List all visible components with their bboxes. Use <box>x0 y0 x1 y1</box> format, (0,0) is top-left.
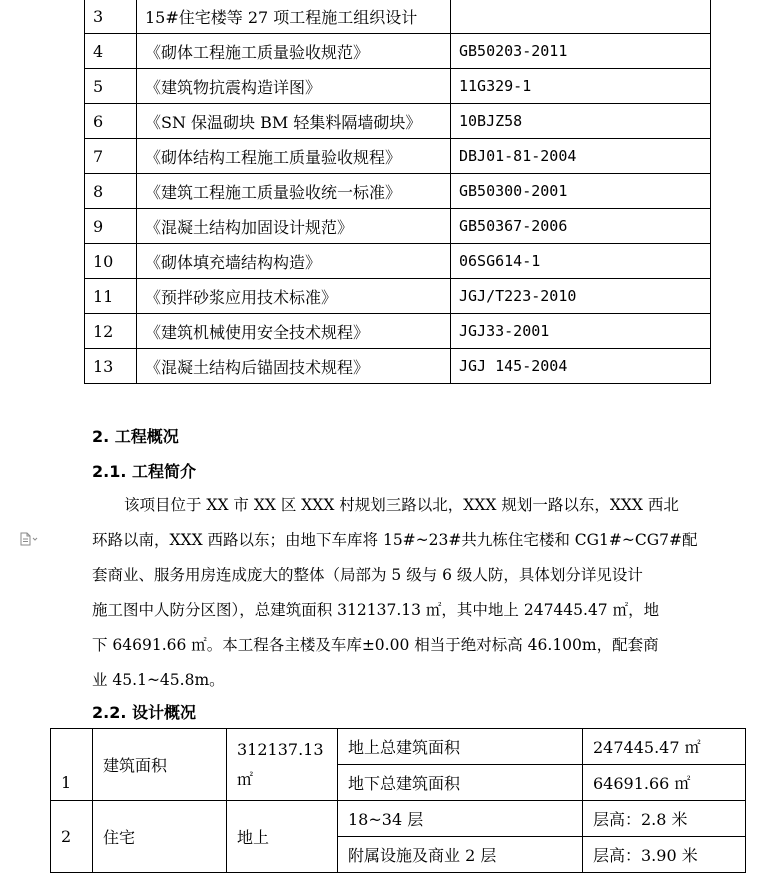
standard-code <box>451 0 711 34</box>
row-number: 4 <box>85 34 137 69</box>
standard-code: GB50367-2006 <box>451 209 711 244</box>
total-area-unit: ㎡ <box>237 770 254 789</box>
standard-title: 《混凝土结构后锚固技术规程》 <box>137 349 451 384</box>
row-number: 8 <box>85 174 137 209</box>
row-number: 13 <box>85 349 137 384</box>
row-number: 2 <box>51 801 93 873</box>
row-number: 9 <box>85 209 137 244</box>
table-row <box>85 314 711 349</box>
para-line: 施工图中人防分区图），总建筑面积 312137.13 ㎡，其中地上 247445.47 ㎡，地 <box>92 601 660 619</box>
table-row <box>85 244 711 279</box>
table-row <box>85 0 711 34</box>
total-area-value <box>227 729 338 801</box>
item-value: 地上 <box>227 801 338 873</box>
standard-code: JGJ/T223-2010 <box>451 279 711 314</box>
standard-title: 《建筑机械使用安全技术规程》 <box>137 314 451 349</box>
standard-code: 11G329-1 <box>451 69 711 104</box>
reference-standards-table <box>84 0 711 384</box>
para-line: 下 64691.66 ㎡。本工程各主楼及车库±0.00 相当于绝对标高 46.100m，配套商 <box>92 636 659 654</box>
sub-item-label: 地上总建筑面积 <box>338 729 583 765</box>
item-name: 住宅 <box>93 801 227 873</box>
row-number: 10 <box>85 244 137 279</box>
standard-title: 《预拌砂浆应用技术标准》 <box>137 279 451 314</box>
standard-title: 《SN 保温砌块 BM 轻集料隔墙砌块》 <box>137 104 451 139</box>
standard-code: DBJ01-81-2004 <box>451 139 711 174</box>
row-number: 6 <box>85 104 137 139</box>
row-number: 3 <box>85 0 137 34</box>
table-row <box>85 174 711 209</box>
standard-code: 06SG614-1 <box>451 244 711 279</box>
standard-title: 《建筑物抗震构造详图》 <box>137 69 451 104</box>
section-heading-overview: 2. 工程概况 <box>92 427 179 446</box>
row-number: 12 <box>85 314 137 349</box>
standard-title: 《砌体填充墙结构构造》 <box>137 244 451 279</box>
standard-title: 15#住宅楼等 27 项工程施工组织设计 <box>137 0 451 34</box>
sub-item-label: 附属设施及商业 2 层 <box>338 837 583 873</box>
row-number: 11 <box>85 279 137 314</box>
standard-title: 《砌体工程施工质量验收规范》 <box>137 34 451 69</box>
standard-title: 《混凝土结构加固设计规范》 <box>137 209 451 244</box>
standard-code: JGJ 145-2004 <box>451 349 711 384</box>
row-number: 7 <box>85 139 137 174</box>
sub-item-label: 18~34 层 <box>338 801 583 837</box>
table-row <box>85 69 711 104</box>
project-intro-paragraph <box>92 488 710 698</box>
standard-title: 《砌体结构工程施工质量验收规程》 <box>137 139 451 174</box>
subsection-heading-intro: 2.1. 工程简介 <box>92 462 196 481</box>
sub-item-value: 64691.66 ㎡ <box>583 765 746 801</box>
standard-code: GB50300-2001 <box>451 174 711 209</box>
row-number: 1 <box>51 729 93 801</box>
para-line: 该项目位于 XX 市 XX 区 XXX 村规划三路以北，XXX 规划一路以东，XXX 西北 <box>124 496 679 514</box>
table-row <box>85 279 711 314</box>
table-row <box>85 104 711 139</box>
sub-item-value: 247445.47 ㎡ <box>583 729 746 765</box>
standard-code: JGJ33-2001 <box>451 314 711 349</box>
standard-code: GB50203-2011 <box>451 34 711 69</box>
para-line: 业 45.1~45.8m。 <box>92 671 225 689</box>
table-row <box>85 34 711 69</box>
para-line: 套商业、服务用房连成庞大的整体（局部为 5 级与 6 级人防，具体划分详见设计 <box>92 566 643 584</box>
item-name: 建筑面积 <box>93 729 227 801</box>
table-row <box>85 349 711 384</box>
table-row <box>85 209 711 244</box>
para-line: 环路以南，XXX 西路以东；由地下车库将 15#~23#共九栋住宅楼和 CG1#~CG7#配 <box>92 531 698 549</box>
sub-item-value: 层高：2.8 米 <box>583 801 746 837</box>
design-overview-table <box>50 728 746 873</box>
table-row <box>85 139 711 174</box>
sub-item-label: 地下总建筑面积 <box>338 765 583 801</box>
standard-title: 《建筑工程施工质量验收统一标准》 <box>137 174 451 209</box>
subsection-heading-design: 2.2. 设计概况 <box>92 703 196 722</box>
sub-item-value: 层高：3.90 米 <box>583 837 746 873</box>
total-area-number: 312137.13 <box>237 740 324 759</box>
standard-code: 10BJZ58 <box>451 104 711 139</box>
document-icon[interactable] <box>20 531 38 545</box>
row-number: 5 <box>85 69 137 104</box>
